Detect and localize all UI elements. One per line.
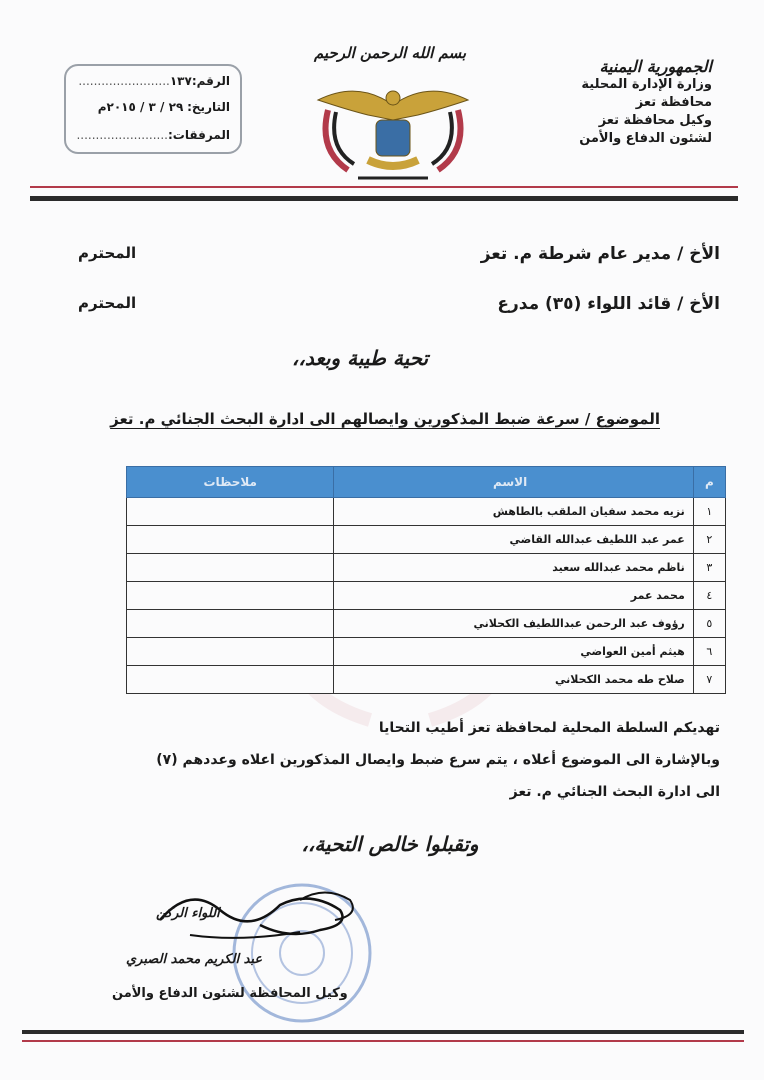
row-notes: [127, 610, 334, 638]
table-row: [127, 638, 726, 666]
org-department: لشئون الدفاع والأمن: [579, 131, 712, 146]
signatory-name: عبد الكريم محمد الصبري: [126, 952, 263, 967]
row-num: ٤: [693, 582, 725, 610]
org-country: الجمهورية اليمنية: [599, 57, 712, 76]
row-name: عمر عبد اللطيف عبدالله القاضي: [334, 526, 693, 554]
row-name: رؤوف عبد الرحمن عبداللطيف الكحلاني: [334, 610, 693, 638]
row-name: محمد عمر: [334, 582, 693, 610]
greeting: تحية طيبة وبعد،،: [291, 346, 429, 370]
header-divider-black: [30, 196, 738, 201]
date-label: التاريخ:: [187, 100, 230, 114]
row-num: ٢: [693, 526, 725, 554]
row-name: نزيه محمد سفيان الملقب بالطاهش: [334, 498, 693, 526]
row-name: صلاح طه محمد الكحلاني: [334, 666, 693, 694]
recipient-line-2: الأخ / قائد اللواء (٣٥) مدرع: [497, 294, 720, 314]
signatory-rank: اللواء الركن: [156, 906, 220, 921]
row-num: ١: [693, 498, 725, 526]
body-line-1: تهديكم السلطة المحلية لمحافظة تعز أطيب التحايا: [378, 720, 720, 736]
honorific-1: المحترم: [78, 244, 137, 262]
names-table: [126, 466, 726, 694]
subject-line: الموضوع / سرعة ضبط المذكورين وايصالهم الى ادارة البحث الجنائي م. تعز: [110, 410, 660, 428]
org-governorate: محافظة تعز: [635, 95, 712, 110]
footer-divider-red: [22, 1040, 744, 1042]
org-ministry: وزارة الإدارة المحلية: [581, 77, 712, 92]
row-num: ٧: [693, 666, 725, 694]
row-notes: [127, 638, 334, 666]
attachments-label: المرفقات:: [168, 128, 230, 142]
closing-salutation: وتقبلوا خالص التحية،،: [301, 832, 479, 856]
column-header-notes: ملاحظات: [127, 467, 334, 498]
row-notes: [127, 526, 334, 554]
column-header-name: الاسم: [334, 467, 693, 498]
reference-box: الرقم:١٣٧........................ التاريخ: ٢٩ / ٣ / ٢٠١٥م المرفقات:........................: [64, 64, 242, 154]
table-row: [127, 666, 726, 694]
row-num: ٥: [693, 610, 725, 638]
body-line-2: وبالإشارة الى الموضوع أعلاه ، يتم سرع ضبط وايصال المذكورين اعلاه وعددهم (٧): [156, 752, 720, 768]
body-line-3: الى ادارة البحث الجنائي م. تعز: [509, 784, 720, 800]
recipient-line-1: الأخ / مدير عام شرطة م. تعز: [480, 244, 720, 264]
ref-label: الرقم:: [191, 74, 230, 88]
row-notes: [127, 554, 334, 582]
row-name: هيثم أمين العواضي: [334, 638, 693, 666]
date-value: ٢٩ / ٣ / ٢٠١٥م: [97, 100, 184, 114]
table-row: [127, 554, 726, 582]
ref-value: ١٣٧: [169, 74, 192, 88]
row-notes: [127, 498, 334, 526]
row-num: ٦: [693, 638, 725, 666]
org-deputy: وكيل محافظة تعز: [598, 113, 712, 128]
table-row: [127, 582, 726, 610]
table-row: [127, 610, 726, 638]
row-notes: [127, 666, 334, 694]
honorific-2: المحترم: [78, 294, 137, 312]
column-header-num: م: [693, 467, 725, 498]
row-notes: [127, 582, 334, 610]
basmala-calligraphy: بسم الله الرحمن الرحيم: [313, 44, 467, 62]
table-row: [127, 498, 726, 526]
eagle-emblem-icon: [308, 60, 478, 190]
row-name: ناظم محمد عبدالله سعيد: [334, 554, 693, 582]
organization-block: [492, 58, 712, 148]
table-row: [127, 526, 726, 554]
row-num: ٣: [693, 554, 725, 582]
signatory-title: وكيل المحافظة لشئون الدفاع والأمن: [112, 986, 348, 1001]
footer-divider-black: [22, 1030, 744, 1034]
table-header-row: [127, 467, 726, 498]
body-paragraph: [40, 712, 720, 808]
